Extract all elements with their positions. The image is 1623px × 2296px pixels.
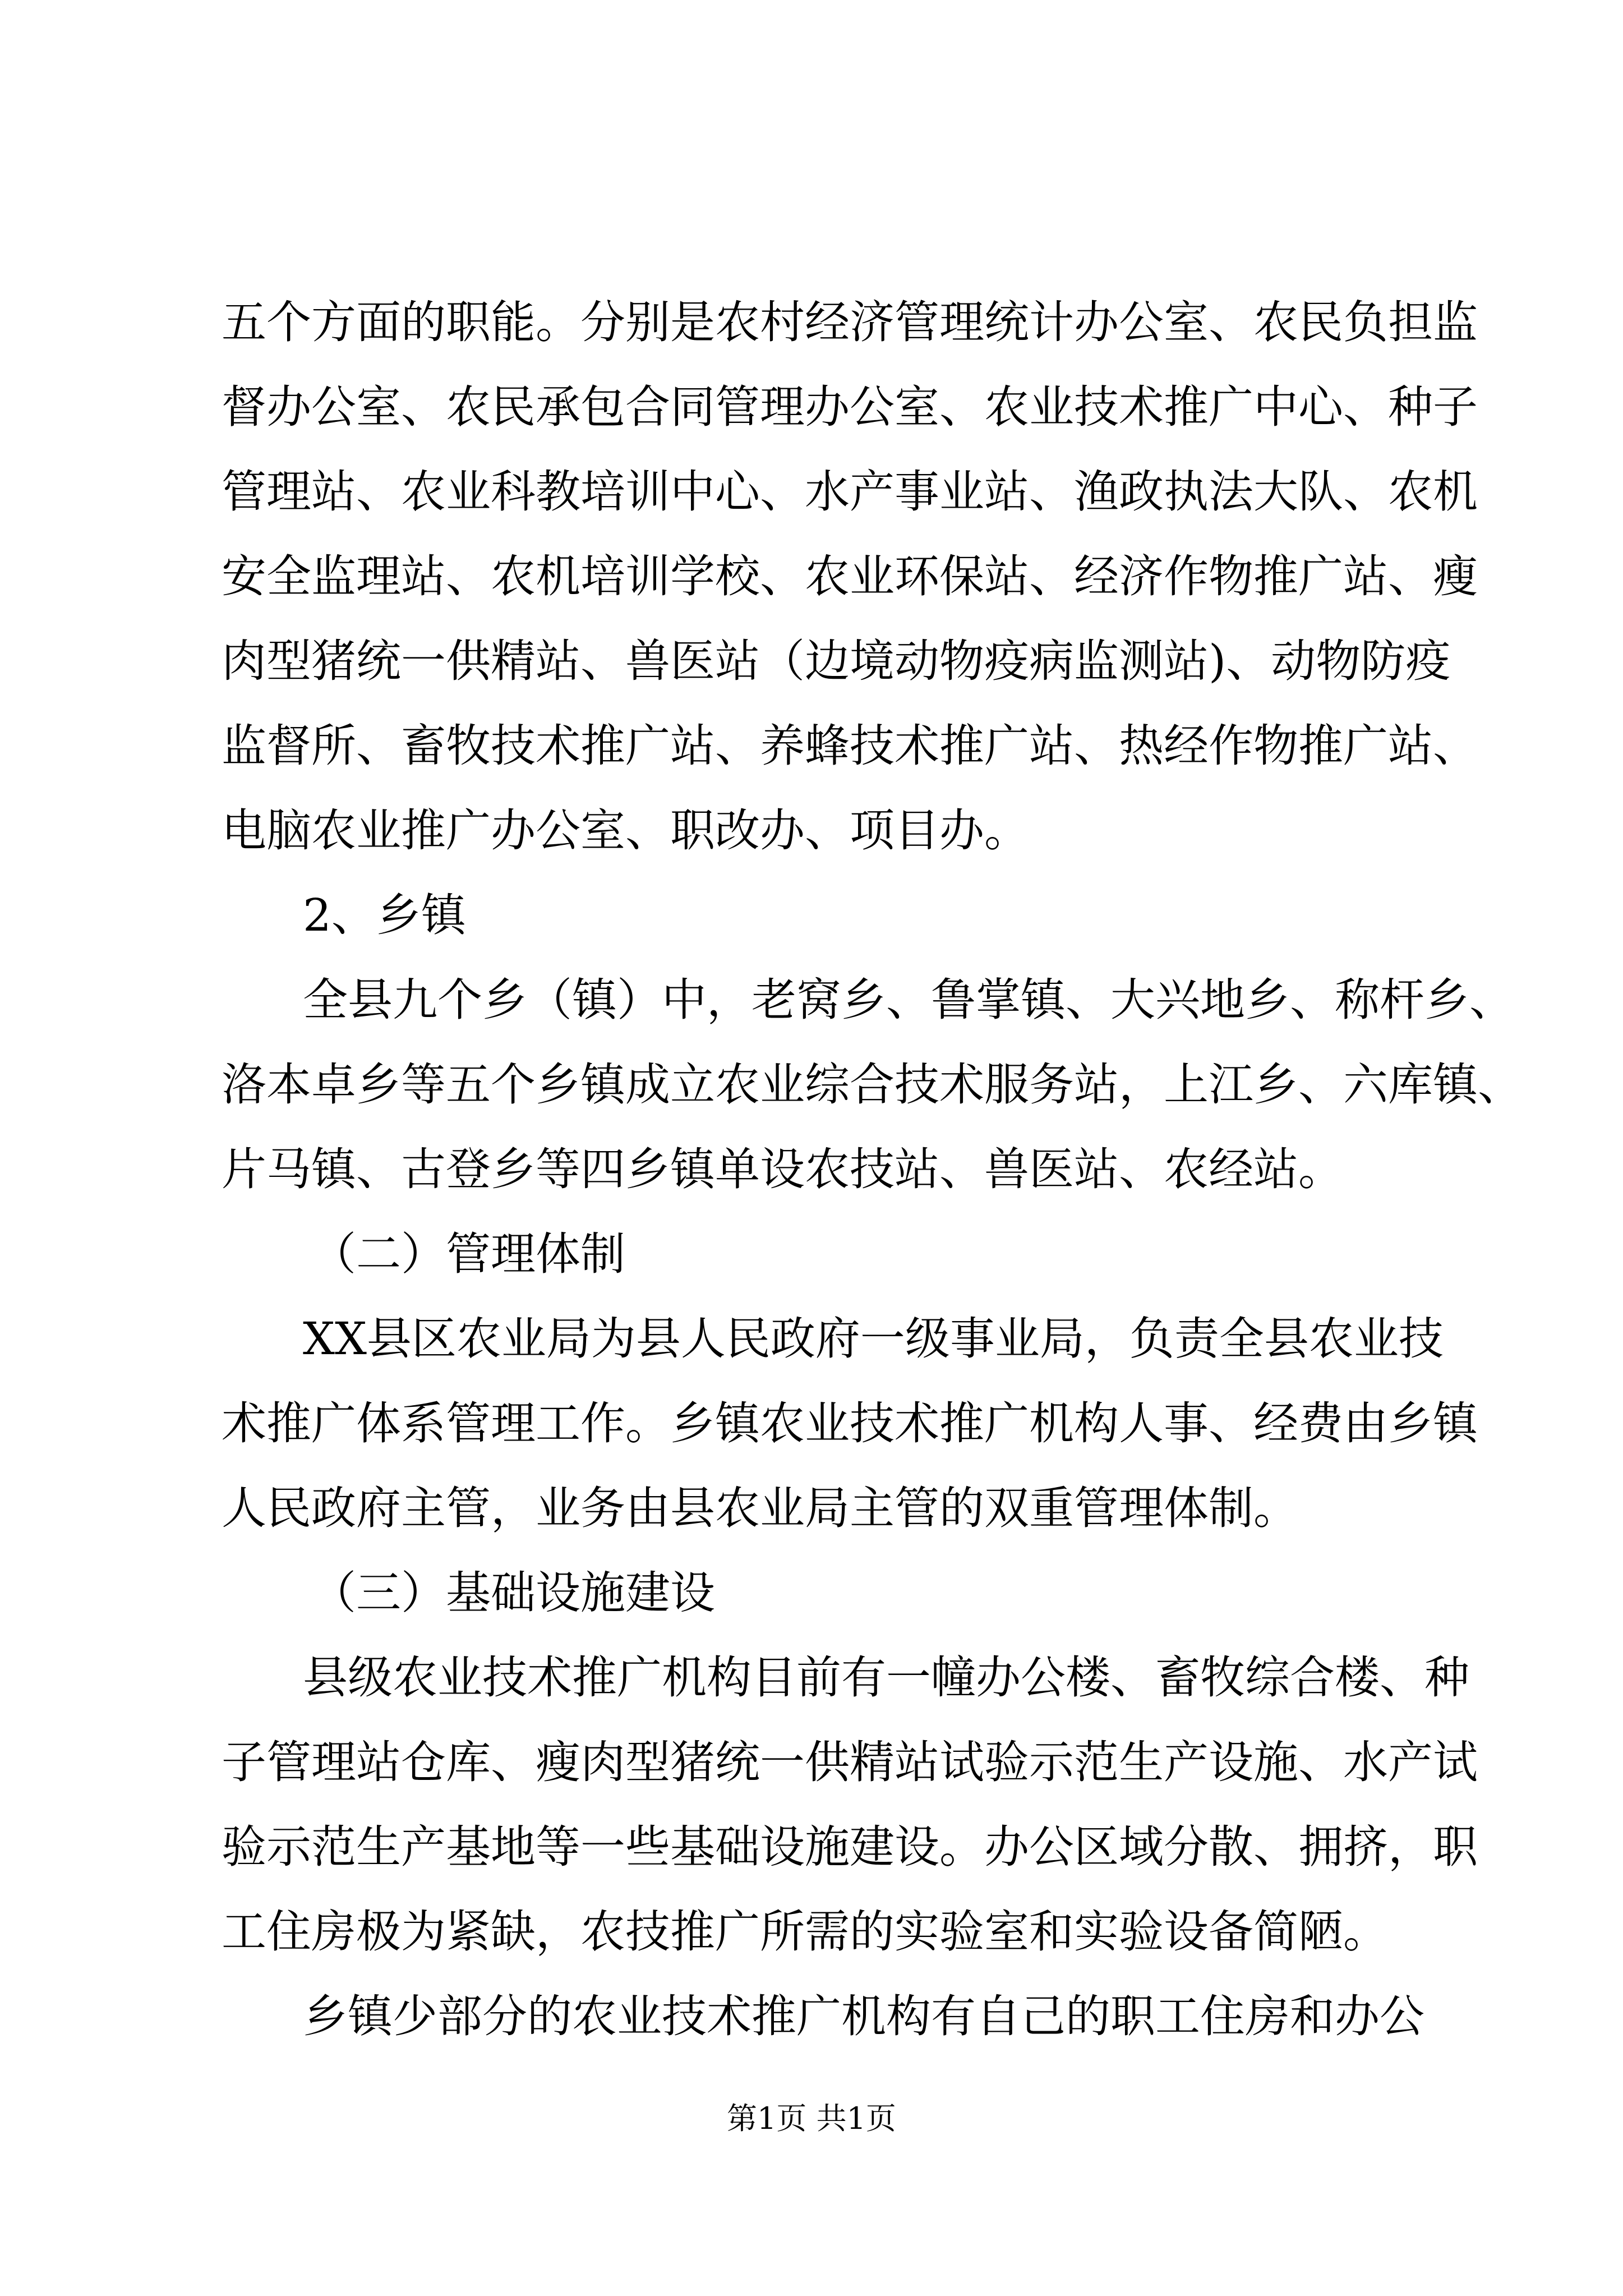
body-text-line: 安全监理站、农机培训学校、农业环保站、经济作物推广站、瘦 xyxy=(222,550,1478,602)
page-footer: 第1页 共1页 xyxy=(727,2101,896,2136)
body-text-line: 监督所、畜牧技术推广站、养蜂技术推广站、热经作物推广站、 xyxy=(222,720,1478,772)
body-text-line: 督办公室、农民承包合同管理办公室、农业技术推广中心、种子 xyxy=(222,381,1478,433)
subheading: 2、乡镇 xyxy=(303,889,466,941)
body-text-line: 工住房极为紧缺，农技推广所需的实验室和实验设备简陋。 xyxy=(222,1906,1388,1958)
section-heading: （三）基础设施建设 xyxy=(311,1567,715,1619)
body-text-line: XX县区农业局为县人民政府一级事业局，负责全县农业技 xyxy=(303,1313,1444,1365)
body-text-line: 全县九个乡（镇）中，老窝乡、鲁掌镇、大兴地乡、称杆乡、 xyxy=(303,974,1514,1026)
body-text-line: 肉型猪统一供精站、兽医站（边境动物疫病监测站)、动物防疫 xyxy=(222,635,1451,687)
body-text-line: 子管理站仓库、瘦肉型猪统一供精站试验示范生产设施、水产试 xyxy=(222,1736,1478,1788)
body-text-line: 洛本卓乡等五个乡镇成立农业综合技术服务站，上江乡、六库镇、 xyxy=(222,1059,1523,1111)
body-text-line: 电脑农业推广办公室、职改办、项目办。 xyxy=(222,804,1029,857)
body-text-line: 人民政府主管，业务由县农业局主管的双重管理体制。 xyxy=(222,1482,1298,1534)
section-heading: （二）管理体制 xyxy=(311,1228,625,1280)
body-text-line: 管理站、农业科教培训中心、水产事业站、渔政执法大队、农机 xyxy=(222,466,1478,518)
body-text-line: 五个方面的职能。分别是农村经济管理统计办公室、农民负担监 xyxy=(222,296,1478,348)
body-text-line: 验示范生产基地等一些基础设施建设。办公区域分散、拥挤，职 xyxy=(222,1821,1478,1873)
body-text-line: 乡镇少部分的农业技术推广机构有自己的职工住房和办公 xyxy=(303,1990,1424,2042)
body-text-line: 片马镇、古登乡等四乡镇单设农技站、兽医站、农经站。 xyxy=(222,1143,1343,1195)
body-text-line: 术推广体系管理工作。乡镇农业技术推广机构人事、经费由乡镇 xyxy=(222,1397,1478,1450)
body-text-line: 县级农业技术推广机构目前有一幢办公楼、畜牧综合楼、种 xyxy=(303,1651,1469,1704)
